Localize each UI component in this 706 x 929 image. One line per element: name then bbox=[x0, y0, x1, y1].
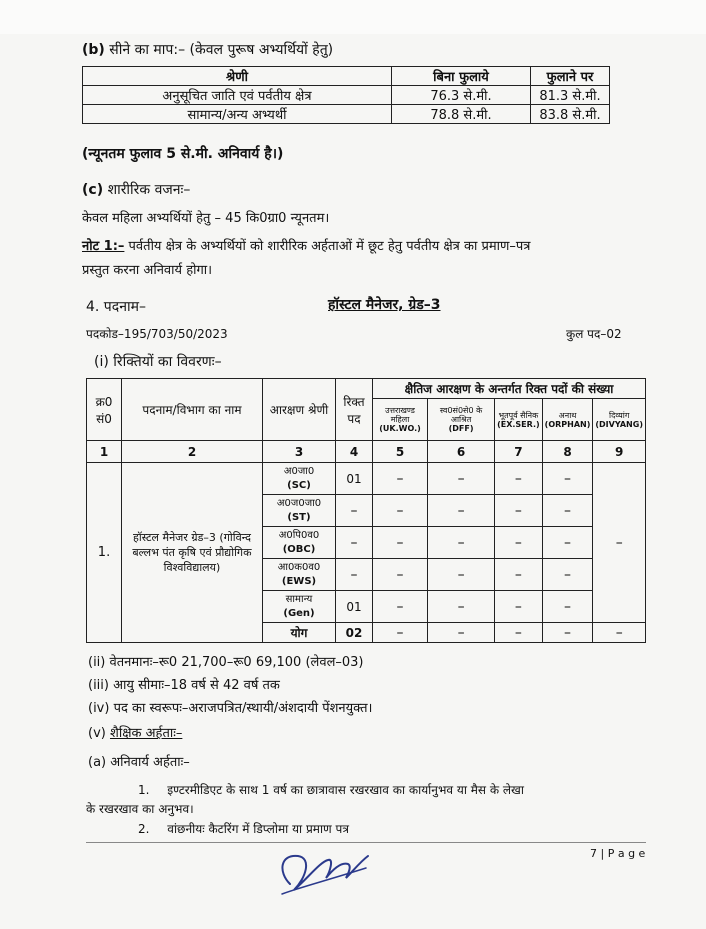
page-number: 7 | P a g e bbox=[590, 847, 646, 860]
col-number: 3 bbox=[263, 441, 336, 463]
section-b-prefix: (b) bbox=[82, 42, 105, 58]
col-number: 7 bbox=[495, 441, 543, 463]
signature-image bbox=[268, 832, 388, 902]
row-orphan: – bbox=[542, 495, 593, 527]
chest-note: (न्यूनतम फुलाव 5 से.मी. अनिवार्य है।) bbox=[82, 146, 284, 162]
sub-code: (DFF) bbox=[448, 424, 474, 433]
row-expanded: 83.8 से.मी. bbox=[531, 105, 610, 124]
qualification-item-1 bbox=[138, 781, 524, 798]
row-unexpanded: 76.3 से.मी. bbox=[392, 86, 531, 105]
total-ex-servicemen: – bbox=[495, 623, 543, 643]
header-category: श्रेणी bbox=[83, 67, 392, 86]
item-number: 2. bbox=[138, 822, 150, 836]
item-text: इण्टरमीडिएट के साथ 1 वर्ष का छात्रावास रखरखाव का कार्यानुभव या मैस के लेखा bbox=[167, 783, 524, 797]
row-vacant: – bbox=[336, 559, 373, 591]
section-c-heading bbox=[82, 180, 190, 199]
header-divyang bbox=[593, 399, 646, 441]
row-category bbox=[263, 591, 336, 623]
column-number-row bbox=[87, 441, 646, 463]
category-code: (ST) bbox=[287, 511, 311, 523]
item-text: वांछनीयः कैटरिंग में डिप्लोमा या प्रमाण पत्र bbox=[167, 822, 349, 836]
sub-code: (ORPHAN) bbox=[544, 419, 591, 429]
sub-label: भूतपूर्व सैनिक bbox=[498, 410, 539, 420]
category-code: (SC) bbox=[287, 479, 311, 491]
category-code: (Gen) bbox=[283, 607, 315, 619]
note-text: पर्वतीय क्षेत्र के अभ्यर्थियों को शारीरिक अर्हताओं में छूट हेतु पर्वतीय क्षेत्र का प्रमाण–पत्र bbox=[128, 239, 531, 254]
row-orphan: – bbox=[542, 559, 593, 591]
header-unexpanded: बिना फुलाये bbox=[392, 67, 531, 86]
row-ex-servicemen: – bbox=[495, 495, 543, 527]
row-dff: – bbox=[428, 591, 495, 623]
table-row bbox=[83, 105, 610, 124]
row-uk-women: – bbox=[373, 527, 428, 559]
total-uk-women: – bbox=[373, 623, 428, 643]
page-top-margin bbox=[0, 0, 706, 34]
note-1-line2: प्रस्तुत करना अनिवार्य होगा। bbox=[82, 263, 213, 278]
header-vacant: रिक्त पद bbox=[336, 379, 373, 441]
total-dff: – bbox=[428, 623, 495, 643]
education-prefix: (v) bbox=[88, 726, 106, 741]
category-code: (EWS) bbox=[281, 575, 317, 587]
row-divyang: – bbox=[593, 463, 646, 623]
vacancy-table bbox=[86, 378, 646, 643]
section-c-prefix: (c) bbox=[82, 182, 104, 198]
total-divyang: – bbox=[593, 623, 646, 643]
row-dff: – bbox=[428, 495, 495, 527]
row-category bbox=[263, 527, 336, 559]
row-category bbox=[263, 495, 336, 527]
header-expanded: फुलाने पर bbox=[531, 67, 610, 86]
pay-scale: (ii) वेतनमानः–रू0 21,700–रू0 69,100 (लेवल–03) bbox=[88, 655, 364, 670]
col-number: 2 bbox=[122, 441, 263, 463]
category-name: आ0क0व0 bbox=[277, 561, 321, 573]
table-header-row bbox=[83, 67, 610, 86]
education-heading bbox=[88, 723, 182, 741]
sub-label: अनाथ bbox=[558, 410, 577, 420]
row-sno: 1. bbox=[87, 463, 122, 643]
chest-measurement-table bbox=[82, 66, 610, 124]
header-category: आरक्षण श्रेणी bbox=[263, 379, 336, 441]
vacancy-heading: (i) रिक्तियों का विवरणः– bbox=[94, 354, 222, 370]
row-orphan: – bbox=[542, 591, 593, 623]
col-number: 8 bbox=[542, 441, 593, 463]
qualification-item-1-line2: के रखरखाव का अनुभव। bbox=[86, 802, 194, 816]
header-post: पदनाम/विभाग का नाम bbox=[122, 379, 263, 441]
row-category bbox=[263, 559, 336, 591]
mandatory-qualification-heading: (a) अनिवार्य अर्हताः– bbox=[88, 755, 190, 770]
table-row bbox=[83, 86, 610, 105]
row-unexpanded: 78.8 से.मी. bbox=[392, 105, 531, 124]
post-number-label: 4. पदनाम– bbox=[86, 299, 146, 315]
header-horizontal-reservation: क्षैतिज आरक्षण के अन्तर्गत रिक्त पदों की संख्या bbox=[373, 379, 646, 399]
row-ex-servicemen: – bbox=[495, 463, 543, 495]
section-b-title: सीने का माप:– (केवल पुरूष अभ्यर्थियों हेतु) bbox=[109, 42, 334, 58]
col-number: 1 bbox=[87, 441, 122, 463]
row-ex-servicemen: – bbox=[495, 559, 543, 591]
age-limit: (iii) आयु सीमाः–18 वर्ष से 42 वर्ष तक bbox=[88, 678, 280, 693]
row-orphan: – bbox=[542, 527, 593, 559]
header-uk-women bbox=[373, 399, 428, 441]
col-number: 9 bbox=[593, 441, 646, 463]
col-number: 5 bbox=[373, 441, 428, 463]
header-ex-servicemen bbox=[495, 399, 543, 441]
col-number: 4 bbox=[336, 441, 373, 463]
sub-label: स्व0सं0से0 के आश्रित bbox=[439, 406, 483, 424]
sub-code: (EX.SER.) bbox=[497, 419, 540, 429]
row-dff: – bbox=[428, 463, 495, 495]
note-label: नोट 1:– bbox=[82, 239, 125, 254]
post-name: हॉस्टल मैनेजर, ग्रेड–3 bbox=[328, 297, 441, 313]
row-vacant: 01 bbox=[336, 463, 373, 495]
section-b-heading bbox=[82, 40, 333, 59]
row-orphan: – bbox=[542, 463, 593, 495]
education-title: शैक्षिक अर्हताः– bbox=[109, 726, 183, 741]
header-sno: क्र0 सं0 bbox=[87, 379, 122, 441]
total-label: योग bbox=[263, 623, 336, 643]
row-post-name: हॉस्टल मैनेजर ग्रेड–3 (गोविन्द बल्लभ पंत कृषि एवं प्रौद्योगिक विश्वविद्यालय) bbox=[122, 463, 263, 643]
category-name: अ0ज0जा0 bbox=[276, 497, 322, 509]
row-vacant: – bbox=[336, 495, 373, 527]
row-category bbox=[263, 463, 336, 495]
row-vacant: – bbox=[336, 527, 373, 559]
row-category: अनुसूचित जाति एवं पर्वतीय क्षेत्र bbox=[83, 86, 392, 105]
row-dff: – bbox=[428, 559, 495, 591]
total-posts: कुल पद–02 bbox=[566, 327, 622, 341]
category-name: सामान्य bbox=[285, 593, 313, 605]
row-uk-women: – bbox=[373, 495, 428, 527]
category-code: (OBC) bbox=[282, 543, 316, 555]
row-dff: – bbox=[428, 527, 495, 559]
row-uk-women: – bbox=[373, 559, 428, 591]
category-name: अ0पि0व0 bbox=[278, 529, 320, 541]
total-orphan: – bbox=[542, 623, 593, 643]
sub-code: (UK.WO.) bbox=[379, 424, 421, 433]
post-code: पदकोड–195/703/50/2023 bbox=[86, 327, 228, 341]
row-ex-servicemen: – bbox=[495, 527, 543, 559]
weight-text: केवल महिला अभ्यर्थियों हेतु – 45 कि0ग्रा0 न्यूनतम। bbox=[82, 211, 330, 226]
row-vacant: 01 bbox=[336, 591, 373, 623]
section-c-title: शारीरिक वजनः– bbox=[107, 182, 191, 198]
item-number: 1. bbox=[138, 783, 150, 797]
row-ex-servicemen: – bbox=[495, 591, 543, 623]
total-vacant: 02 bbox=[336, 623, 373, 643]
table-header-row bbox=[87, 379, 646, 399]
category-name: अ0जा0 bbox=[283, 465, 315, 477]
row-uk-women: – bbox=[373, 591, 428, 623]
header-orphan bbox=[542, 399, 593, 441]
row-expanded: 81.3 से.मी. bbox=[531, 86, 610, 105]
row-uk-women: – bbox=[373, 463, 428, 495]
table-row bbox=[87, 463, 646, 495]
post-nature: (iv) पद का स्वरूपः–अराजपत्रित/स्थायी/अंशदायी पेंशनयुक्त। bbox=[88, 701, 373, 716]
header-dff bbox=[428, 399, 495, 441]
sub-label: उत्तराखण्ड महिला bbox=[385, 406, 415, 424]
row-category: सामान्य/अन्य अभ्यर्थी bbox=[83, 105, 392, 124]
note-1-line1 bbox=[82, 236, 530, 254]
sub-label: दिव्यांग bbox=[609, 410, 630, 420]
sub-code: (DIVYANG) bbox=[595, 419, 643, 429]
col-number: 6 bbox=[428, 441, 495, 463]
